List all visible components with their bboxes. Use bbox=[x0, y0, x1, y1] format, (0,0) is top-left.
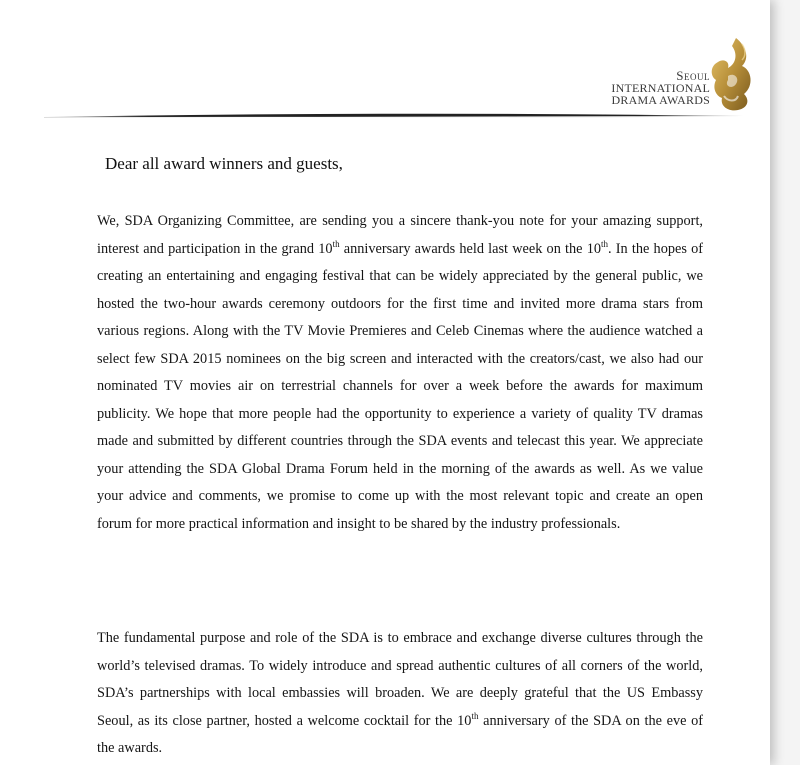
p1-superscript-2: th bbox=[601, 238, 609, 249]
p1-text-a: We, SDA Organizing Committee, are sending you a sincere thank-you note for your amazing support, interest and participation in the grand 10 bbox=[97, 213, 703, 257]
sda-logo-text bbox=[611, 70, 710, 106]
sda-gold-emblem-icon bbox=[706, 36, 756, 114]
p2-superscript: th bbox=[471, 710, 479, 721]
p2-text-b: anniversary of the SDA on the eve of the awards. bbox=[97, 712, 703, 756]
p1-text-c: . In the hopes of creating an entertaining and engaging festival that can be widely appreciated by the general public, we hosted the two-hour awards ceremony outdoors for the first time and invited more drama stars from various regions. Along with the TV Movie Premieres and Celeb Cinemas where the audience watched a select few SDA 2015 nominees on the big screen and interacted with the creators/cast, we also had our nominated TV movies air on terrestrial channels for over a week before the awards for maximum publicity. We hope that more people had the opportunity to experience a variety of quality TV dramas made and submitted by different countries through the SDA events and telecast this year. We appreciate your attending the SDA Global Drama Forum held in the morning of the awards as well. As we value your advice and comments, we promise to come up with the most relevant topic and create an open forum for more practical information and insight to be shared by the industry professionals. bbox=[97, 240, 704, 532]
letterhead bbox=[0, 0, 770, 135]
logo-line-drama-awards: DRAMA AWARDS bbox=[611, 93, 710, 107]
letter-paragraph-1 bbox=[97, 208, 703, 538]
letter-paragraph-2 bbox=[97, 625, 703, 763]
letter-greeting: Dear all award winners and guests, bbox=[105, 154, 343, 173]
p1-superscript-1: th bbox=[332, 238, 340, 249]
logo-line-international: INTERNATIONAL bbox=[611, 81, 710, 95]
logo-line-seoul: Seoul bbox=[676, 68, 710, 83]
p1-text-b: anniversary awards held last week on the 10 bbox=[339, 240, 602, 257]
p2-text-a: The fundamental purpose and role of the SDA is to embrace and exchange diverse cultures through the world’s televised dramas. To widely introduce and spread authentic cultures of all corners of the world, SDA’s partnerships with local embassies will broaden. We are deeply grateful that the US Embassy Seoul, as its close partner, hosted a welcome cocktail for the 10 bbox=[97, 630, 703, 729]
header-rule bbox=[44, 112, 744, 122]
